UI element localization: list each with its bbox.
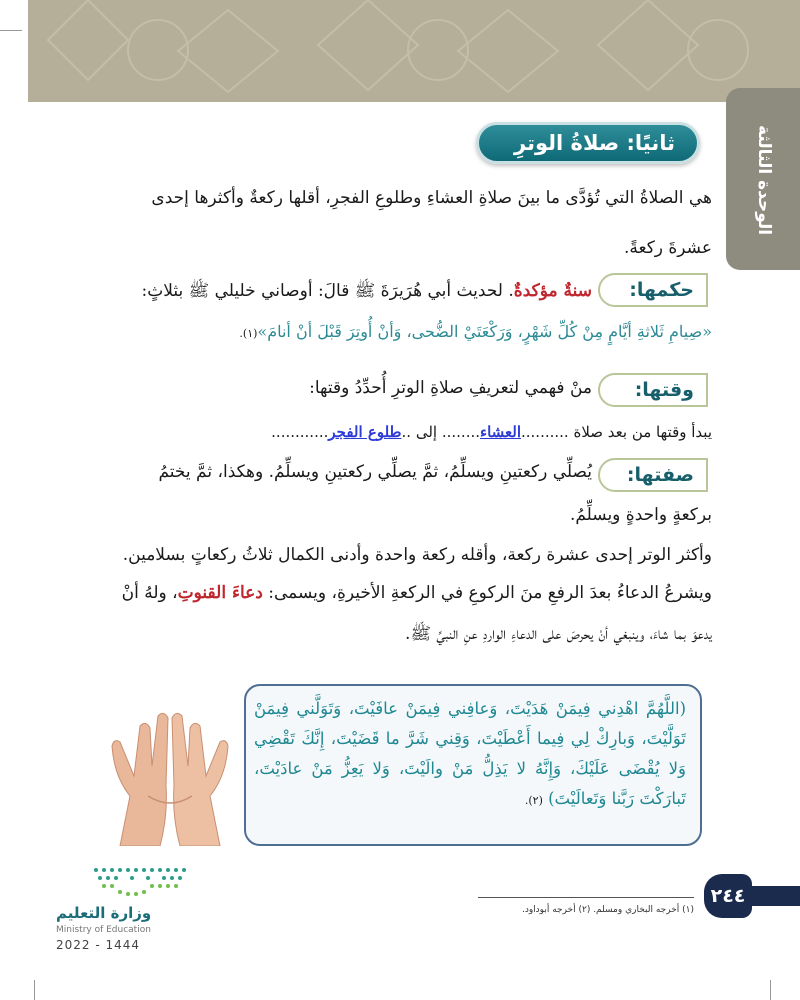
answer-isha: العشاء <box>480 423 521 441</box>
crop-mark <box>0 30 22 31</box>
footnote-divider <box>478 897 694 898</box>
time-intro: منْ فهمي لتعريفِ صلاةِ الوترِ أُحدِّدُ وقتها: <box>309 378 592 398</box>
praying-hands-image <box>100 706 240 846</box>
description-label: صفتها: <box>626 464 694 486</box>
page-badge-tail <box>752 886 800 906</box>
geometric-pattern-decoration <box>28 0 800 102</box>
fill-dots: .......... <box>521 423 569 441</box>
section-title: ثانيًا: صلاةُ الوترِ <box>476 122 700 164</box>
ministry-name-arabic: وزارة التعليم <box>56 904 152 922</box>
notes-line-2-end: ، ولهُ أنْ <box>121 583 178 603</box>
definition-line-1: هي الصلاةُ التي تُؤدَّى ما بينَ صلاةِ العشاءِ وطلوعِ الفجرِ، أقلها ركعةٌ وأكثرها إحدى <box>151 188 712 208</box>
qunut-dua-box <box>244 684 702 846</box>
fill-dots: ........ <box>441 423 481 441</box>
hadith-quote: «صِيامِ ثَلاثةِ أيَّامٍ مِنْ كُلِّ شَهْرٍ، وَرَكْعَتَيْ الضُّحى، وَأنْ أُوتِرَ قَبْلَ أنْ أنامَ» <box>257 322 712 341</box>
qunut-term: دعاءَ القنوتِ <box>177 583 263 603</box>
header-band <box>28 0 800 102</box>
dua-body: (اللَّهُمَّ اهْدِني فِيمَنْ هَدَيْتَ، وَعافِني فِيمَنْ عافَيْتَ، وَتَوَلَّني فِيمَنْ تَوَلَّيْتَ، وَبارِكْ لِي فِيما أَعْطَيْتَ، وَقِني شَرَّ ما قَضَيْتَ، إِنَّكَ تَقْضِي وَلا يُقْضَى عَلَيْكَ، وَإِنَّهُ لا يَذِلُّ مَنْ والَيْتَ، وَلا يَعِزُّ مَنْ عادَيْتَ، تَبارَكْتَ رَبَّنا وَتَعالَيْتَ) <box>254 699 686 808</box>
notes-line-2 <box>122 583 712 603</box>
ruling-label-pill <box>598 273 708 307</box>
fill-prefix: يبدأ وقتها من بعد صلاة <box>573 423 712 441</box>
edition-year: 2022 - 1444 <box>56 938 141 952</box>
unit-tab-label: الوحدة الثالثة <box>754 124 774 236</box>
ruling-label: حكمها: <box>629 279 694 301</box>
ruling-sunnah: سنةٌ مؤكدةٌ <box>513 281 592 301</box>
notes-line-2-start: ويشرعُ الدعاءُ بعدَ الرفعِ منَ الركوعِ في الركعةِ الأخيرةِ، ويسمى: <box>262 583 712 603</box>
ministry-name-english: Ministry of Education <box>56 925 151 935</box>
fill-dots: .. <box>401 423 412 441</box>
hadith-text <box>239 322 712 341</box>
footnotes: (١) أخرجه البخاري ومسلم. (٢) أخرجه أبوداود. <box>521 905 694 915</box>
ruling-text <box>142 280 592 305</box>
time-fill-in <box>271 423 712 441</box>
hadith-ref: (١). <box>239 327 258 340</box>
ruling-rest: . لحديث أبي هُرَيرَةَ ﷺ قالَ: أوصاني خليلي ﷺ بثلاثٍ: <box>141 281 514 301</box>
definition-line-2: عشرةَ ركعةً. <box>623 238 712 258</box>
crop-mark <box>34 980 35 1000</box>
answer-fajr: طلوع الفجر <box>328 423 402 441</box>
dua-ref: (٢). <box>524 794 543 807</box>
qunut-dua-text <box>254 694 686 816</box>
notes-line-3: يدعوَ بما شاءَ، وينبغي أنْ يحرصَ على الدعاءِ الواردِ عنِ النبيِّ ﷺ. <box>405 624 712 644</box>
page-number: ٢٤٤ <box>704 874 752 918</box>
ministry-logo-icon <box>56 862 196 906</box>
description-line-1: يُصلِّي ركعتينِ ويسلِّمُ، ثمَّ يصلِّي ركعتينِ ويسلِّمُ. وهكذا، ثمَّ يختمُ <box>158 462 592 482</box>
fill-dots: ............ <box>271 423 329 441</box>
description-label-pill <box>598 458 708 492</box>
notes-line-1: وأكثر الوتر إحدى عشرة ركعة، وأقله ركعة واحدة وأدنى الكمال ثلاثُ ركعاتٍ بسلامين. <box>122 545 712 565</box>
crop-mark <box>770 980 771 1000</box>
fill-middle: إلى <box>415 423 438 441</box>
description-line-2: بركعةٍ واحدةٍ ويسلِّمُ. <box>569 505 712 525</box>
time-label: وقتها: <box>634 379 694 401</box>
time-label-pill <box>598 373 708 407</box>
